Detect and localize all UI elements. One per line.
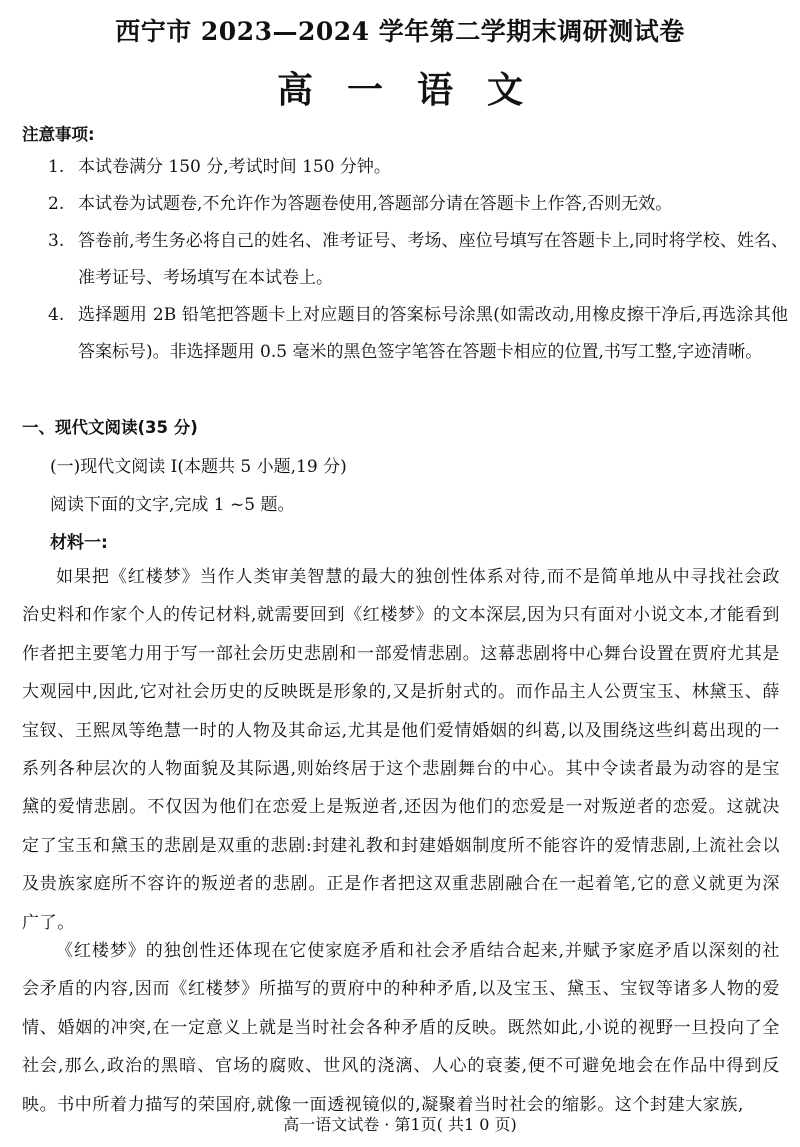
notes-heading: 注意事项: — [22, 125, 95, 144]
note-number: 2. — [48, 194, 65, 214]
note-item — [48, 223, 788, 297]
passage-paragraph: 《红楼梦》的独创性还体现在它使家庭矛盾和社会矛盾结合起来,并赋予家庭矛盾以深刻的社会矛盾的内容,因而《红楼梦》所描写的贾府中的种种矛盾,以及宝玉、黛玉、宝钗等诸多人物的爱情、婚姻的冲突,在一定意义上就是当时社会各种矛盾的反映。既然如此,小说的视野一旦投向了全社会,那么,政治的黑暗、官场的腐败、世风的浇漓、人心的衰萎,便不可避免地会在作品中得到反映。书中所着力描写的荣国府,就像一面透视镜似的,凝聚着当时社会的缩影。这个封建大家族, — [22, 941, 780, 1115]
note-text: 本试卷为试题卷,不允许作为答题卷使用,答题部分请在答题卡上作答,否则无效。 — [78, 194, 673, 214]
material-label: 材料一: — [50, 533, 108, 553]
instruction-text: 阅读下面的文字,完成 1 ~5 题。 — [50, 495, 295, 515]
note-text: 本试卷满分 150 分,考试时间 150 分钟。 — [78, 157, 391, 177]
subject-title: 高一语文 — [276, 69, 557, 111]
note-item — [48, 149, 788, 186]
subsection-title: (一)现代文阅读 Ⅰ(本题共 5 小题,19 分) — [50, 457, 347, 477]
note-number: 1. — [48, 157, 65, 177]
note-text: 选择题用 2B 铅笔把答题卡上对应题目的答案标号涂黑(如需改动,用橡皮擦干净后,再选涂其他答案标号)。非选择题用 0.5 毫米的黑色签字笔答在答题卡相应的位置,书写工整,字迹清晰。 — [78, 305, 788, 362]
notes-list — [48, 149, 788, 371]
passage-paragraph: 如果把《红楼梦》当作人类审美智慧的最大的独创性体系对待,而不是简单地从中寻找社会政治史料和作家个人的传记材料,就需要回到《红楼梦》的文本深层,因为只有面对小说文本,才能看到作者把主要笔力用于写一部社会历史悲剧和一部爱情悲剧。这幕悲剧将中心舞台设置在贾府尤其是大观园中,因此,它对社会历史的反映既是形象的,又是折射式的。而作品主人公贾宝玉、林黛玉、薛宝钗、王熙凤等绝慧一时的人物及其命运,尤其是他们爱情婚姻的纠葛,以及围绕这些纠葛出现的一系列各种层次的人物面貌及其际遇,则始终居于这个悲剧舞台的中心。其中令读者最为动容的是宝黛的爱情悲剧。不仅因为他们在恋爱上是叛逆者,还因为他们的恋爱是一对叛逆者的恋爱。这就决定了宝玉和黛玉的悲剧是双重的悲剧:封建礼教和封建婚姻制度所不能容许的爱情悲剧,上流社会以及贵族家庭所不容许的叛逆者的悲剧。正是作者把这双重悲剧融合在一起着笔,它的意义就更为深广了。 — [22, 567, 780, 933]
note-text: 答卷前,考生务必将自己的姓名、准考证号、考场、座位号填写在答题卡上,同时将学校、姓名、准考证号、考场填写在本试卷上。 — [78, 231, 788, 288]
page-footer: 高一语文试卷 · 第1页( 共1 0 页) — [283, 1115, 517, 1134]
section-title: 一、现代文阅读(35 分) — [22, 418, 198, 437]
note-item — [48, 297, 788, 371]
note-item — [48, 186, 788, 223]
exam-title: 西宁市 2023—2024 学年第二学期末调研测试卷 — [115, 17, 685, 46]
note-number: 3. — [48, 231, 65, 251]
note-number: 4. — [48, 305, 65, 325]
